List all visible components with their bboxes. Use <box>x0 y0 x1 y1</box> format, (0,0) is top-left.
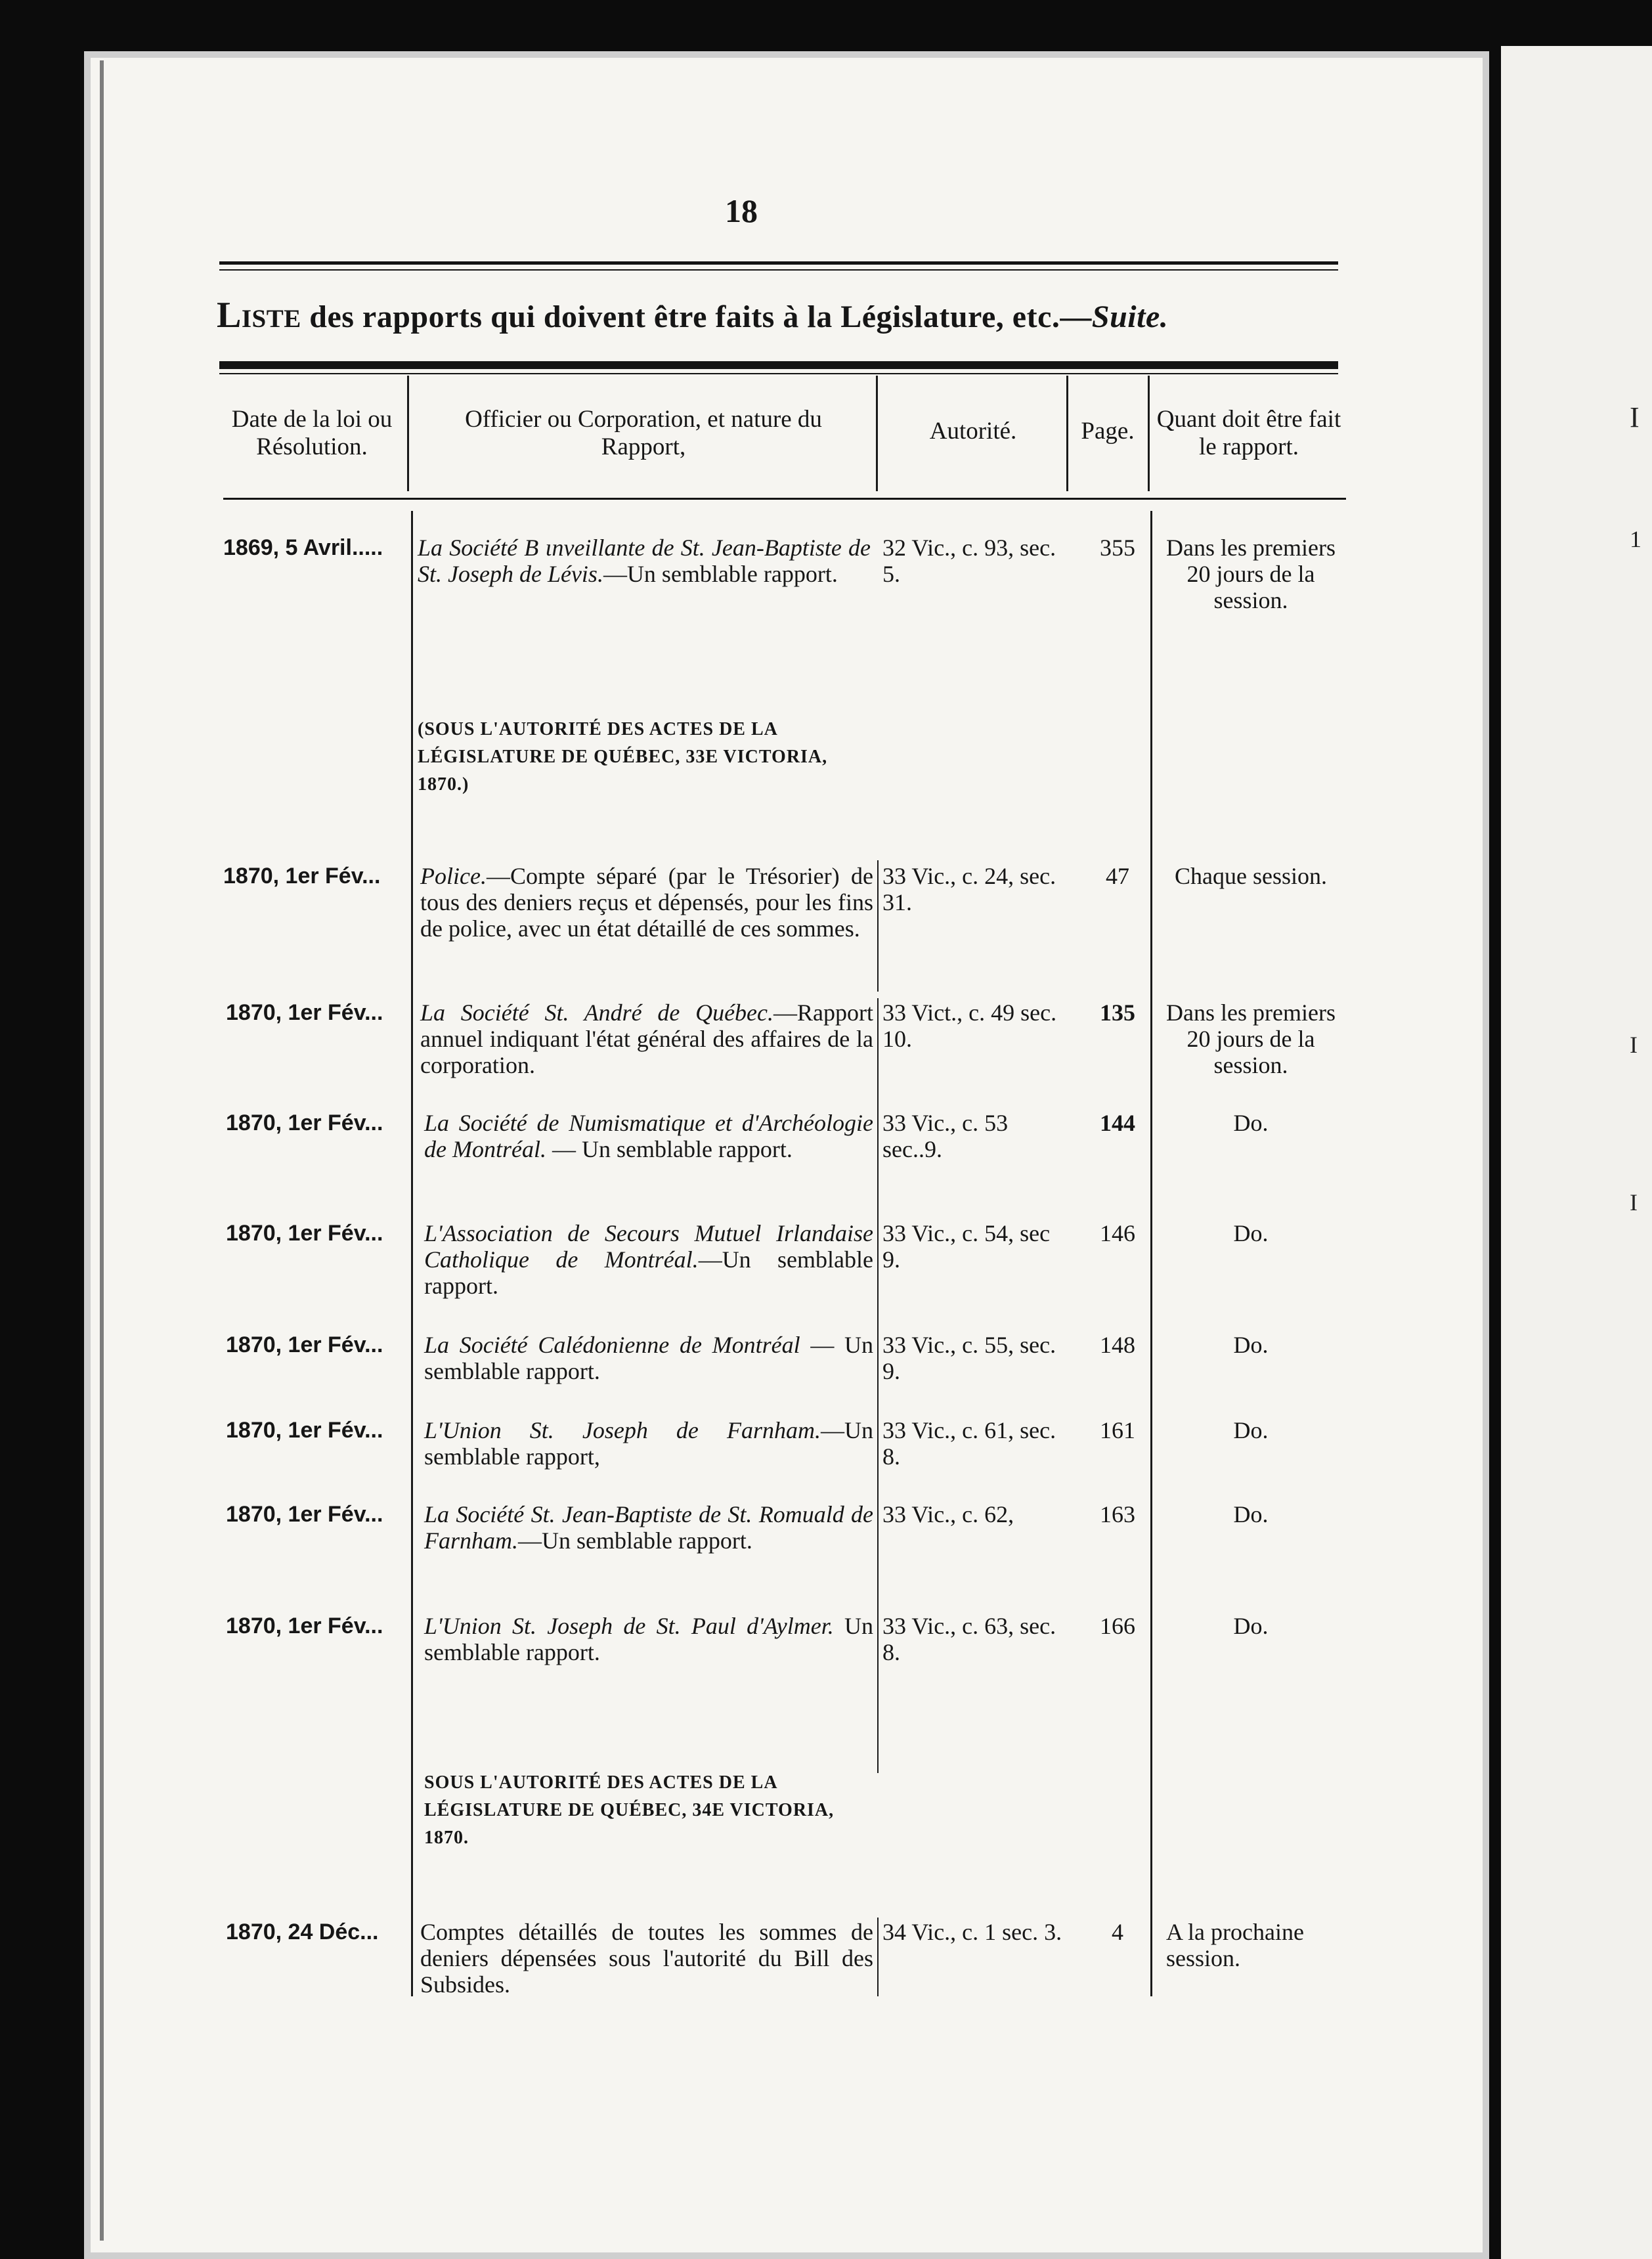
page-cell: 4 <box>1112 1919 1123 1945</box>
when-cell: Do. <box>1233 1501 1269 1527</box>
page-edge <box>100 60 104 2241</box>
officer-cell: La Société Calédonienne de Montréal — Un semblable rapport. <box>424 1332 873 1384</box>
date-cell: 1870, 1er Fév... <box>226 1332 383 1357</box>
when-cell: Do. <box>1233 1417 1269 1443</box>
header-page: Page. <box>1081 418 1135 445</box>
authority-cell: 33 Vic., c. 54, sec 9. <box>882 1220 1051 1273</box>
when-cell: Dans les premiers 20 jours de la session. <box>1166 999 1336 1078</box>
header-divider <box>1148 376 1150 491</box>
column-divider <box>877 998 879 1773</box>
header-date: Date de la loi ou Résolution. <box>231 406 393 460</box>
when-cell: Do. <box>1233 1110 1269 1136</box>
date-cell: 1870, 1er Fév... <box>226 1110 383 1135</box>
date-cell: 1870, 1er Fév... <box>226 1000 383 1025</box>
when-cell: A la prochaine session. <box>1166 1919 1304 1971</box>
when-cell: Chaque session. <box>1175 863 1327 889</box>
when-cell: Do. <box>1233 1332 1269 1358</box>
title-rule-thick <box>219 361 1338 369</box>
officer-cell: Police.—Compte séparé (par le Trésorier) de tous des deniers reçus et dépensés, pour les fins de police, avec un état détaillé de ces sommes. <box>420 863 873 942</box>
page-cell: 161 <box>1100 1417 1135 1443</box>
authority-cell: 33 Vict., c. 49 sec. 10. <box>882 999 1057 1052</box>
column-divider <box>411 511 413 1996</box>
adjacent-page-strip: I 1 I I <box>1501 46 1652 2259</box>
page-cell: 166 <box>1100 1613 1135 1639</box>
date-cell: 1870, 1er Fév... <box>226 1502 383 1527</box>
date-cell: 1870, 1er Fév... <box>223 864 381 888</box>
column-divider <box>877 860 879 992</box>
page-cell: 146 <box>1100 1220 1135 1246</box>
top-rule <box>219 261 1338 265</box>
header-divider <box>407 376 409 491</box>
when-cell: Dans les premiers 20 jours de la session. <box>1166 535 1336 613</box>
date-cell: 1870, 24 Déc... <box>226 1919 379 1944</box>
header-divider <box>876 376 878 491</box>
page-number: 18 <box>725 192 758 229</box>
page-cell: 355 <box>1100 535 1135 561</box>
officer-cell: L'Association de Secours Mutuel Irlandaise Catholique de Montréal.—Un semblable rapport. <box>424 1220 873 1299</box>
column-divider <box>1150 511 1152 1996</box>
authority-cell: 33 Vic., c. 62, <box>882 1501 1014 1527</box>
authority-cell: 33 Vic., c. 24, sec. 31. <box>882 863 1056 915</box>
officer-cell: La Société de Numismatique et d'Archéologie de Montréal. — Un semblable rapport. <box>424 1110 873 1162</box>
authority-cell: 33 Vic., c. 55, sec. 9. <box>882 1332 1056 1384</box>
page-cell: 144 <box>1100 1110 1135 1136</box>
authority-cell: 34 Vic., c. 1 sec. 3. <box>882 1919 1062 1945</box>
top-rule-thin <box>219 269 1338 271</box>
title-rule-thin <box>219 373 1338 374</box>
officer-cell: La Société St. André de Québec.—Rapport annuel indiquant l'état général des affaires de la corporation. <box>420 999 873 1078</box>
section-heading: (SOUS L'AUTORITÉ DES ACTES DE LA LÉGISLATURE DE QUÉBEC, 33E VICTORIA, 1870.) <box>418 719 828 795</box>
when-cell: Do. <box>1233 1220 1269 1246</box>
authority-cell: 33 Vic., c. 53 sec..9. <box>882 1110 1009 1162</box>
officer-cell: L'Union St. Joseph de Farnham.—Un semblable rapport, <box>424 1417 873 1470</box>
date-cell: 1870, 1er Fév... <box>226 1418 383 1443</box>
date-cell: 1870, 1er Fév... <box>226 1613 383 1638</box>
page-title: Liste des rapports qui doivent être faits à la Législature, etc.—Suite. <box>217 295 1169 336</box>
date-cell: 1870, 1er Fév... <box>226 1221 383 1246</box>
header-rule <box>223 498 1346 500</box>
page-cell: 47 <box>1106 863 1129 889</box>
header-authority: Autorité. <box>929 418 1017 445</box>
authority-cell: 33 Vic., c. 63, sec. 8. <box>882 1613 1056 1665</box>
officer-cell: L'Union St. Joseph de St. Paul d'Aylmer. Un semblable rapport. <box>424 1613 874 1665</box>
officer-cell: Comptes détaillés de toutes les sommes de deniers dépensées sous l'autorité du Bill des Subsides. <box>420 1919 873 1998</box>
header-when: Quant doit être fait le rapport. <box>1156 406 1341 460</box>
officer-cell: La Société St. Jean-Baptiste de St. Romuald de Farnham.—Un semblable rapport. <box>424 1501 873 1554</box>
authority-cell: 32 Vic., c. 93, sec. 5. <box>882 535 1056 587</box>
date-cell: 1869, 5 Avril..... <box>223 535 383 560</box>
page-cell: 163 <box>1100 1501 1135 1527</box>
page-cell: 135 <box>1100 999 1135 1026</box>
header-officer: Officier ou Corporation, et nature du Rapport, <box>465 406 822 460</box>
page-cell: 148 <box>1100 1332 1135 1358</box>
section-heading: SOUS L'AUTORITÉ DES ACTES DE LA LÉGISLATURE DE QUÉBEC, 34E VICTORIA, 1870. <box>424 1772 835 1848</box>
authority-cell: 33 Vic., c. 61, sec. 8. <box>882 1417 1056 1470</box>
when-cell: Do. <box>1233 1613 1269 1639</box>
officer-cell: La Société B ɩnveillante de St. Jean-Baptiste de St. Joseph de Lévis.—Un semblable rapport. <box>418 535 871 587</box>
column-divider <box>877 1918 879 1996</box>
